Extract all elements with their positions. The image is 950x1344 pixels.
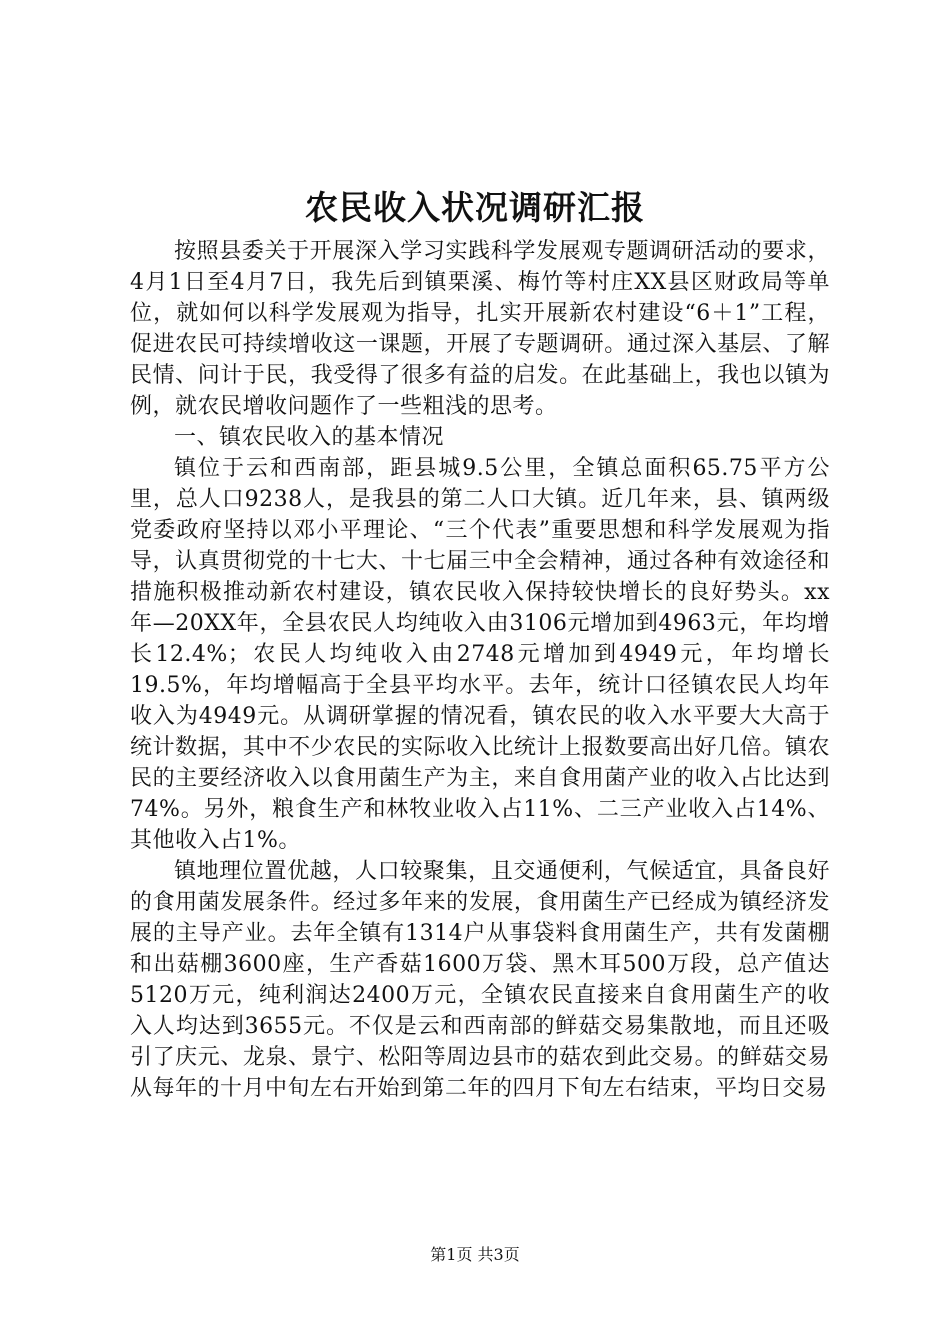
paragraph-mushroom-industry: 镇地理位置优越，人口较聚集，且交通便利，气候适宜，具备良好的食用菌发展条件。经过多年来的发展，食用菌生产已经成为镇经济发展的主导产业。去年全镇有1314户从事袋料食用菌生产，共有发菌棚和出菇棚3600座，生产香菇1600万袋、黑木耳500万段，总产值达5120万元，纯利润达2400万元，全镇农民直接来自食用菌生产的收入人均达到3655元。不仅是云和西南部的鲜菇交易集散地，而且还吸引了庆元、龙泉、景宁、松阳等周边县市的菇农到此交易。的鲜菇交易从每年的十月中旬左右开始到第二年的四月下旬左右结束，平均日交易 — [130, 859, 830, 1101]
paragraph-intro: 按照县委关于开展深入学习实践科学发展观专题调研活动的要求，4月1日至4月7日，我先后到镇栗溪、梅竹等村庄XX县区财政局等单位，就如何以科学发展观为指导，扎实开展新农村建设“6＋1”工程，促进农民可持续增收这一课题，开展了专题调研。通过深入基层、了解民情、问计于民，我受得了很多有益的启发。在此基础上，我也以镇为例，就农民增收问题作了一些粗浅的思考。 — [130, 239, 830, 419]
page-footer: 第1页 共3页 — [430, 1245, 520, 1264]
section-heading: 一、镇农民收入的基本情况 — [174, 425, 445, 450]
document-title: 农民收入状况调研汇报 — [305, 188, 645, 227]
document-body — [130, 236, 830, 1104]
paragraph-basic-situation: 镇位于云和西南部，距县城9.5公里，全镇总面积65.75平方公里，总人口9238人，是我县的第二人口大镇。近几年来，县、镇两级党委政府坚持以邓小平理论、“三个代表”重要思想和科学发展观为指导，认真贯彻党的十七大、十七届三中全会精神，通过各种有效途径和措施积极推动新农村建设，镇农民收入保持较快增长的良好势头。xx年—20XX年，全县农民人均纯收入由3106元增加到4963元，年均增长12.4%；农民人均纯收入由2748元增加到4949元，年均增长19.5%，年均增幅高于全县平均水平。去年，统计口径镇农民人均年收入为4949元。从调研掌握的情况看，镇农民的收入水平要大大高于统计数据，其中不少农民的实际收入比统计上报数要高出好几倍。镇农民的主要经济收入以食用菌生产为主，来自食用菌产业的收入占比达到74%。另外，粮食生产和林牧业收入占11%、二三产业收入占14%、其他收入占1%。 — [130, 456, 830, 853]
